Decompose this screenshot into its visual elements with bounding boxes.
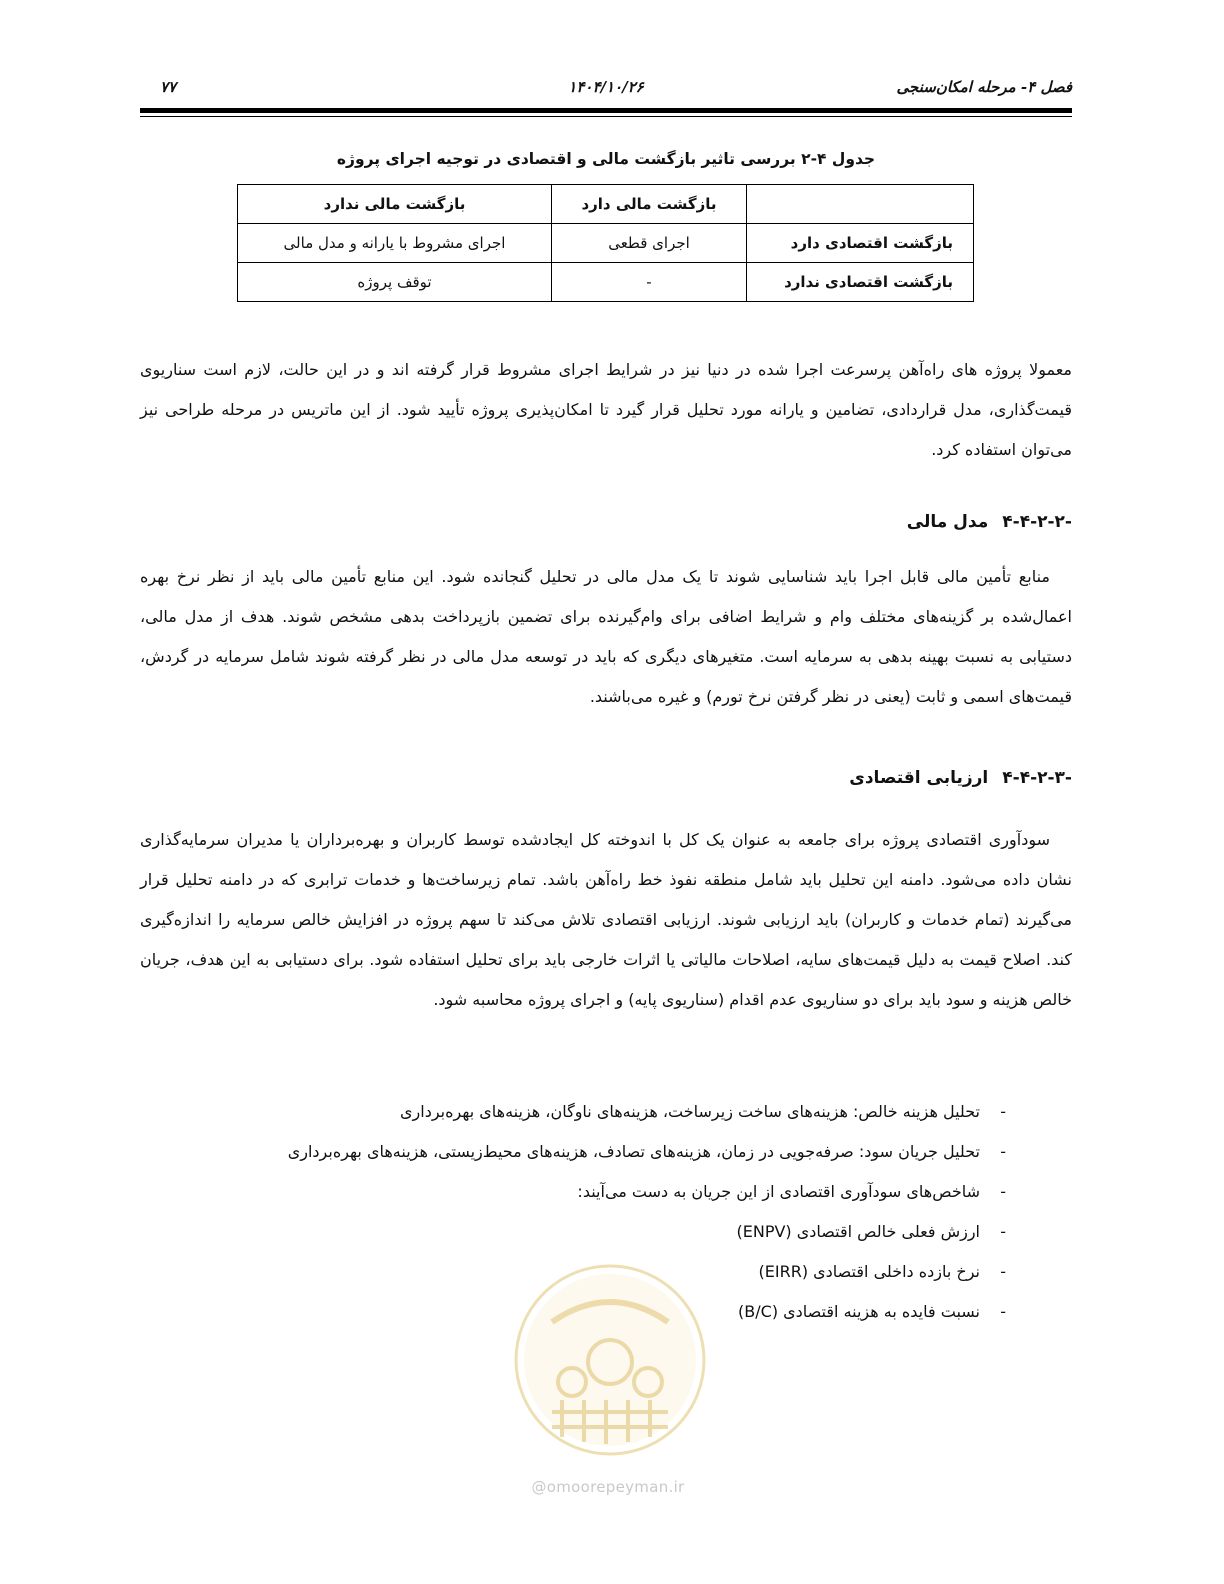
table-cell: - xyxy=(552,263,747,302)
chapter-title: فصل ۴- مرحله امکان‌سنجی xyxy=(896,78,1072,96)
bullet-marker: - xyxy=(1000,1262,1006,1281)
table-header-row xyxy=(238,185,974,224)
list-item: - تحلیل هزینه خالص: هزینه‌های ساخت زیرساخت، هزینه‌های ناوگان، هزینه‌های بهره‌برداری xyxy=(140,1092,1072,1132)
bullet-marker: - xyxy=(1000,1222,1006,1241)
watermark-logo xyxy=(512,1262,708,1458)
economic-evaluation-paragraph: سودآوری اقتصادی پروژه برای جامعه به عنوان یک کل با اندوخته کل ایجادشده توسط کاربران و بهره‌برداران یا مدیران سرمایه‌گذاری نشان داده می‌شود. دامنه این تحلیل باید شامل منطقه نفوذ خط راه‌آهن باشد. تمام زیرساخت‌ها و خدمات ترابری که در دامنه تحلیل قرار می‌گیرند (تمام خدمات و کاربران) باید ارزیابی شوند. ارزیابی اقتصادی تلاش می‌کند تا سهم پروژه در افزایش خالص سرمایه را اندازه‌گیری کند. اصلاح قیمت به دلیل قیمت‌های سایه، اصلاحات مالیاتی یا اثرات خارجی باید برای تحلیل استفاده شود. برای دستیابی به این هدف، جریان خالص هزینه و سود باید برای دو سناریوی عدم اقدام (سناریوی پایه) و اجرای پروژه محاسبه شود. xyxy=(140,830,1072,1009)
table-caption: جدول ۴-۲ بررسی تاثیر بازگشت مالی و اقتصادی در توجیه اجرای پروژه xyxy=(336,150,876,168)
table-row-header: بازگشت اقتصادی دارد xyxy=(747,224,974,263)
table-row-header: بازگشت اقتصادی ندارد xyxy=(747,263,974,302)
header-rule-thick xyxy=(140,108,1072,113)
section-title: ارزیابی اقتصادی xyxy=(849,768,989,788)
list-item: - ارزش فعلی خالص اقتصادی (ENPV) xyxy=(140,1212,1072,1252)
list-item: - شاخص‌های سودآوری اقتصادی از این جریان به دست می‌آیند: xyxy=(140,1172,1072,1212)
table-col-header: بازگشت مالی دارد xyxy=(552,185,747,224)
page-number: ۷۷ xyxy=(160,78,177,96)
header-rule-thin xyxy=(140,116,1072,117)
running-header xyxy=(140,78,1072,102)
bullet-marker: - xyxy=(1000,1182,1006,1201)
table-corner-cell xyxy=(747,185,974,224)
bullet-marker: - xyxy=(1000,1142,1006,1161)
table-cell: اجرای مشروط با یارانه و مدل مالی xyxy=(238,224,552,263)
table-row xyxy=(238,263,974,302)
bullet-marker: - xyxy=(1000,1302,1006,1321)
bullet-marker: - xyxy=(1000,1102,1006,1121)
table-col-header: بازگشت مالی ندارد xyxy=(238,185,552,224)
list-item: - نرخ بازده داخلی اقتصادی (EIRR) xyxy=(140,1252,1072,1292)
feasibility-matrix-table xyxy=(237,184,974,302)
section-number: ۴-۴-۲-۲- xyxy=(1002,512,1072,532)
intro-paragraph: معمولا پروژه های راه‌آهن پرسرعت اجرا شده در دنیا نیز در شرایط اجرای مشروط قرار گرفته اند و در این حالت، لازم است سناریوی قیمت‌گذاری، مدل قراردادی، تضامین و یارانه مورد تحلیل قرار گیرد تا امکان‌پذیری پروژه تأیید شود. از این ماتریس در مرحله طراحی نیز می‌توان استفاده کرد. xyxy=(140,360,1072,459)
section-heading-economic-evaluation xyxy=(140,768,1072,788)
list-item: - نسبت فایده به هزینه اقتصادی (B/C) xyxy=(140,1292,1072,1332)
section-title: مدل مالی xyxy=(906,512,989,532)
watermark-url: @omoorepeyman.ir xyxy=(531,1478,685,1496)
table-cell: اجرای قطعی xyxy=(552,224,747,263)
header-date: ۱۴۰۴/۱۰/۲۶ xyxy=(568,78,644,96)
table-cell: توقف پروژه xyxy=(238,263,552,302)
section-heading-financial-model xyxy=(140,512,1072,532)
list-item: - تحلیل جریان سود: صرفه‌جویی در زمان، هزینه‌های تصادف، هزینه‌های محیط‌زیستی، هزینه‌های بهره‌برداری xyxy=(140,1132,1072,1172)
financial-model-paragraph: منابع تأمین مالی قابل اجرا باید شناسایی شوند تا یک مدل مالی در تحلیل گنجانده شود. این منابع تأمین مالی باید از نظر نرخ بهره اعمال‌شده بر گزینه‌های مختلف وام و شرایط اضافی برای وام‌گیرنده برای تضمین بازپرداخت بدهی مشخص شوند. هدف از مدل مالی، دستیابی به نسبت بهینه بدهی به سرمایه است. متغیرهای دیگری که باید در توسعه مدل مالی در نظر گرفته شوند شامل سرمایه در گردش، قیمت‌های اسمی و ثابت (یعنی در نظر گرفتن نرخ تورم) و غیره می‌باشند. xyxy=(140,567,1072,706)
section-number: ۴-۴-۲-۳- xyxy=(1002,768,1072,788)
table-row xyxy=(238,224,974,263)
